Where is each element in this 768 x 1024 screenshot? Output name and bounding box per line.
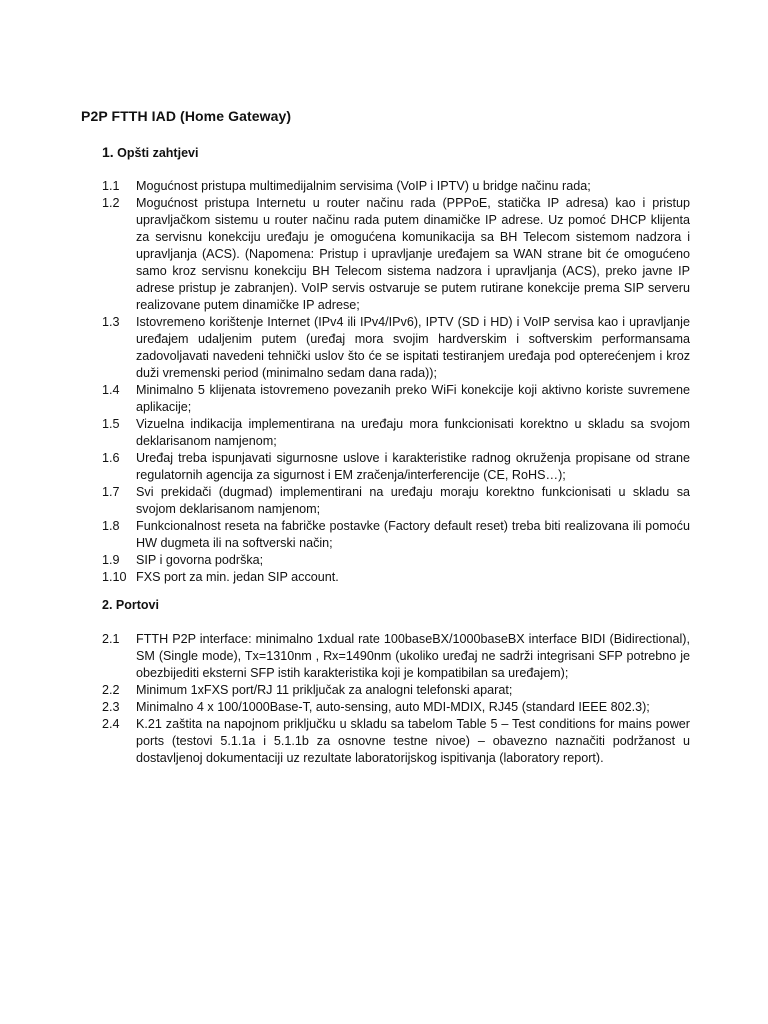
item-number: 1.1 xyxy=(102,179,120,193)
item-number: 1.2 xyxy=(102,196,120,210)
item-text: Svi prekidači (dugmad) implementirani na uređaju moraju korektno funkcionisati u skladu sa svojom deklarisanom namjenom; xyxy=(136,485,690,516)
section-2-list xyxy=(102,631,690,767)
list-item xyxy=(102,416,690,450)
item-number: 1.9 xyxy=(102,553,120,567)
item-text: Uređaj treba ispunjavati sigurnosne uslove i karakteristike radnog okruženja propisane od strane regulatornih agencija za sigurnost i EM zračenja/interferencije (CE, RoHS…); xyxy=(136,451,690,482)
item-text: Vizuelna indikacija implementirana na uređaju mora funkcionisati korektno u skladu sa svojom deklarisanom namjenom; xyxy=(136,417,690,448)
item-text: Minimalno 4 x 100/1000Base-T, auto-sensing, auto MDI-MDIX, RJ45 (standard IEEE 802.3); xyxy=(136,700,650,714)
section-heading-1 xyxy=(102,144,198,160)
item-text: Minimum 1xFXS port/RJ 11 priključak za analogni telefonski aparat; xyxy=(136,683,513,697)
document-title: P2P FTTH IAD (Home Gateway) xyxy=(81,108,292,124)
list-item xyxy=(102,569,690,586)
item-number: 1.6 xyxy=(102,451,120,465)
section-number: 1. xyxy=(102,144,114,160)
list-item xyxy=(102,699,690,716)
section-title: Opšti zahtjevi xyxy=(117,146,199,160)
item-text: FTTH P2P interface: minimalno 1xdual rate 100baseBX/1000baseBX interface BIDI (Bidirectional), SM (Single mode), Tx=1310nm , Rx=1490nm (ukoliko uređaj ne sadrži integrisani SFP potrebno je obezbijediti eksterni SFP istih karakteristika koji je kompatibilan sa uređajem); xyxy=(136,632,690,680)
item-number: 2.3 xyxy=(102,700,120,714)
item-text: Funkcionalnost reseta na fabričke postavke (Factory default reset) treba biti realizovana ili pomoću HW dugmeta ili na softverski način; xyxy=(136,519,690,550)
item-number: 2.4 xyxy=(102,717,120,731)
list-item xyxy=(102,178,690,195)
section-1-list xyxy=(102,178,690,586)
section-heading-2 xyxy=(102,598,159,612)
list-item xyxy=(102,314,690,382)
item-text: K.21 zaštita na napojnom priključku u skladu sa tabelom Table 5 – Test conditions for mains power ports (testovi 5.1.1a i 5.1.1b za osnovne testne nivoe) – obavezno naznačiti podržanost u dostavljenoj dokumentaciji uz rezultate laboratorijskog ispitivanja (laboratory report). xyxy=(136,717,690,765)
item-text: SIP i govorna podrška; xyxy=(136,553,264,567)
list-item xyxy=(102,450,690,484)
section-number: 2. xyxy=(102,598,113,612)
item-number: 1.7 xyxy=(102,485,120,499)
item-number: 1.8 xyxy=(102,519,120,533)
item-text: Istovremeno korištenje Internet (IPv4 ili IPv4/IPv6), IPTV (SD i HD) i VoIP servisa kao i upravljanje uređajem udaljenim putem (uređaj mora svojim hardverskim i softverskim performansama zadovoljavati navedeni tehnički uslov što će se ispitati testiranjem uređaja pod opterećenjem i kroz duži vremenski period (minimalno sedam dana rada)); xyxy=(136,315,690,380)
item-text: Minimalno 5 klijenata istovremeno povezanih preko WiFi konekcije koji aktivno koriste suvremene aplikacije; xyxy=(136,383,690,414)
item-number: 1.4 xyxy=(102,383,120,397)
list-item xyxy=(102,682,690,699)
section-title: Portovi xyxy=(115,598,159,612)
item-number: 2.2 xyxy=(102,683,120,697)
list-item xyxy=(102,552,690,569)
item-text: Mogućnost pristupa Internetu u router načinu rada (PPPoE, statička IP adresa) kao i pristup upravljačkom sistemu u router načinu rada putem dinamičke IP adrese. Uz pomoć DHCP klijenta za servisnu konekciju uređaju je omogućena komunikacija sa BH Telecom sistemom nadzora i upravljanja (ACS). (Napomena: Pristup i upravljanje uređajem sa WAN strane bit će omogućeno samo kroz servisnu konekciju BH Telecom sistema nadzora i upravljanja (ACS), preko javne IP adrese pristup je zabranjen). VoIP servis ostvaruje se putem rutirane konekcije prema SIP serveru realizovane putem dinamičke IP adrese; xyxy=(136,196,690,312)
list-item xyxy=(102,382,690,416)
list-item xyxy=(102,195,690,314)
list-item xyxy=(102,716,690,767)
item-number: 2.1 xyxy=(102,632,120,646)
list-item xyxy=(102,518,690,552)
item-text: FXS port za min. jedan SIP account. xyxy=(136,570,339,584)
item-number: 1.5 xyxy=(102,417,120,431)
list-item xyxy=(102,484,690,518)
item-number: 1.3 xyxy=(102,315,120,329)
item-text: Mogućnost pristupa multimedijalnim servisima (VoIP i IPTV) u bridge načinu rada; xyxy=(136,179,591,193)
item-number: 1.10 xyxy=(102,570,127,584)
list-item xyxy=(102,631,690,682)
